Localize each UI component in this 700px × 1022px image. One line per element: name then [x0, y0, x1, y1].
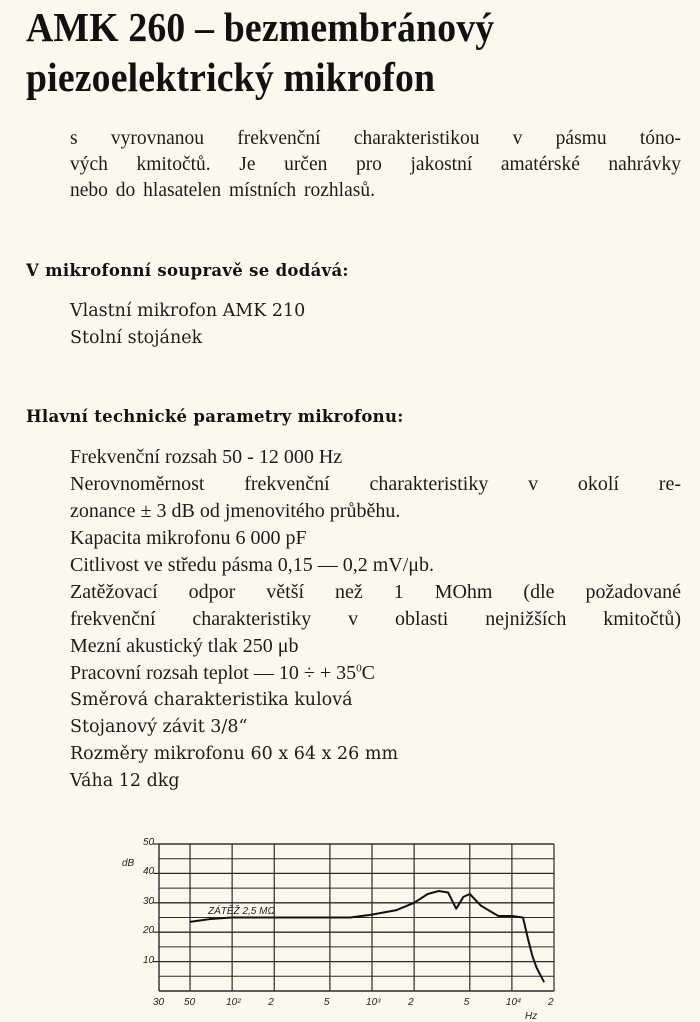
intro-line: vých kmitočtů. Je určen pro jakostní amatérské nahrávky — [70, 154, 681, 175]
curve-annotation: ZÁTĚŽ 2,5 MΩ — [208, 905, 276, 917]
y-tick-label: 20 — [143, 925, 155, 937]
spec-item: Směrová charakteristika kulová — [70, 690, 353, 710]
intro-paragraph — [70, 126, 681, 204]
y-tick-label: 30 — [143, 895, 155, 907]
spec-item: Nerovnoměrnost frekvenční charakteristiky v okolí re- — [70, 473, 681, 495]
spec-item: Váha 12 dkg — [70, 771, 180, 791]
y-axis-label: dB — [122, 858, 135, 869]
x-tick-label: 30 — [153, 997, 165, 1008]
package-item: Stolní stojánek — [70, 328, 203, 348]
spec-item-temperature — [70, 660, 681, 687]
specs-list — [70, 444, 681, 795]
x-tick-label: 5 — [463, 997, 470, 1008]
x-tick-label: 2 — [268, 997, 274, 1008]
spec-item: Stojanový závit 3/8“ — [70, 717, 248, 737]
frequency-response-chart — [100, 830, 580, 1021]
package-item: Vlastní mikrofon AMK 210 — [70, 301, 306, 321]
spec-item: Kapacita mikrofonu 6 000 pF — [70, 527, 307, 549]
package-heading: V mikrofonní soupravě se dodává: — [26, 261, 349, 280]
chart-plot-area — [100, 830, 580, 1021]
page-title — [26, 2, 494, 102]
y-tick-label: 10 — [143, 954, 155, 966]
x-tick-label: 2 — [408, 997, 414, 1008]
spec-item: Frekvenční rozsah 50 - 12 000 Hz — [70, 446, 343, 468]
intro-line: nebo do hlasatelen místních rozhlasů. — [70, 180, 375, 201]
y-tick-label: 40 — [143, 866, 155, 878]
spec-item: zonance ± 3 dB od jmenovitého průběhu. — [70, 500, 401, 522]
spec-item: Zatěžovací odpor větší než 1 MOhm (dle požadované — [70, 581, 681, 603]
spec-temp-unit: C — [361, 662, 375, 684]
x-tick-label: 10⁴ — [505, 997, 522, 1008]
specs-heading: Hlavní technické parametry mikrofonu: — [26, 407, 404, 426]
x-axis-label: Hz — [525, 1011, 538, 1022]
spec-item: frekvenční charakteristiky v oblasti nejnižších kmitočtů) — [70, 608, 681, 630]
title-line-1: AMK 260 – bezmembránový — [26, 4, 495, 50]
title-line-2: piezoelektrický mikrofon — [26, 54, 436, 100]
x-tick-label: 5 — [323, 997, 330, 1008]
intro-line: s vyrovnanou frekvenční charakteristikou v pásmu tóno- — [70, 128, 681, 149]
x-tick-label: 10² — [226, 997, 241, 1008]
package-list — [70, 298, 305, 352]
x-tick-label: 50 — [184, 997, 196, 1008]
spec-item: Citlivost ve středu pásma 0,15 — 0,2 mV/μb. — [70, 554, 435, 576]
x-tick-label: 10³ — [366, 997, 381, 1008]
spec-item: Rozměry mikrofonu 60 x 64 x 26 mm — [70, 744, 399, 764]
y-tick-label: 50 — [143, 837, 155, 848]
spec-temp-degree: 0 — [356, 662, 362, 675]
spec-item: Mezní akustický tlak 250 μb — [70, 635, 299, 657]
spec-temp-text: Pracovní rozsah teplot — 10 ÷ + 35 — [70, 662, 357, 684]
x-tick-label: 2 — [548, 997, 554, 1008]
